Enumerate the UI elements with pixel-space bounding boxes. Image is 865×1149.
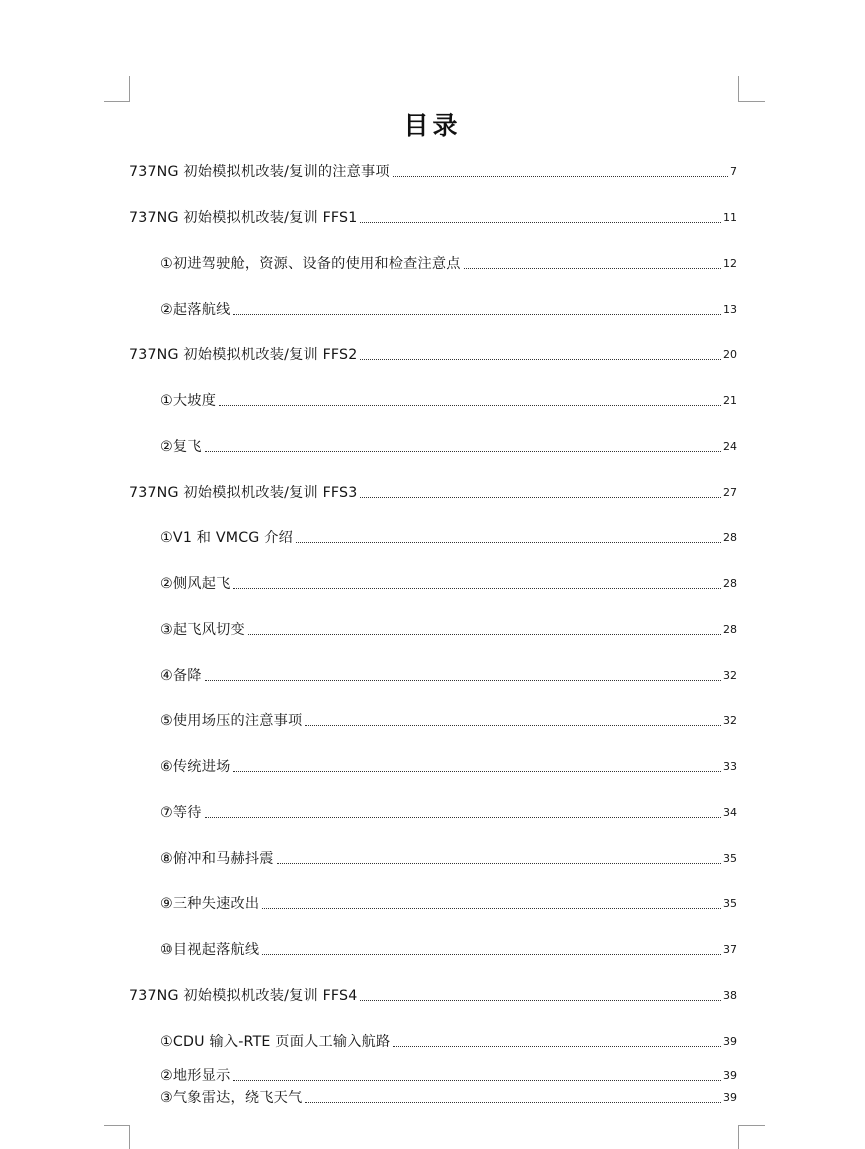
toc-entry-title: ③起飞风切变: [160, 622, 245, 638]
toc-page-number: 11: [723, 210, 737, 224]
toc-dot-leader: [393, 176, 728, 177]
toc-dot-leader: [277, 863, 721, 864]
toc-dot-leader: [393, 1046, 721, 1047]
toc-entry-title: 737NG 初始模拟机改装/复训 FFS2: [129, 347, 358, 363]
toc-entry-title: ②侧风起飞: [160, 576, 231, 592]
toc-page-number: 35: [723, 851, 737, 865]
toc-dot-leader: [205, 817, 721, 818]
toc-entry-title: ⑧俯冲和马赫抖震: [160, 851, 274, 867]
toc-entry-title: ②地形显示: [160, 1068, 231, 1084]
toc-entry-title: ③气象雷达，绕飞天气: [160, 1090, 303, 1106]
toc-entry[interactable]: [0, 252, 865, 274]
toc-dot-leader: [305, 1102, 721, 1103]
crop-mark-top-right-h: [738, 101, 765, 102]
toc-page-number: 12: [723, 256, 737, 270]
toc-dot-leader: [464, 268, 721, 269]
toc-entry-title: ⑤使用场压的注意事项: [160, 713, 303, 729]
toc-entry[interactable]: [0, 298, 865, 320]
toc-entry-title: ⑥传统进场: [160, 759, 231, 775]
toc-entry[interactable]: [0, 481, 865, 503]
crop-mark-top-left-h: [104, 101, 130, 102]
toc-entry[interactable]: [0, 801, 865, 823]
toc-page-number: 39: [723, 1090, 737, 1104]
toc-dot-leader: [305, 725, 721, 726]
toc-page-number: 39: [723, 1034, 737, 1048]
toc-dot-leader: [296, 542, 721, 543]
toc-entry-title: ⑦等待: [160, 805, 202, 821]
toc-entry[interactable]: [0, 892, 865, 914]
toc-entry-title: ①初进驾驶舱，资源、设备的使用和检查注意点: [160, 256, 461, 272]
toc-page-number: 37: [723, 942, 737, 956]
crop-mark-top-left-v: [129, 76, 130, 102]
toc-entry[interactable]: [0, 755, 865, 777]
toc-page-number: 24: [723, 439, 737, 453]
toc-page-number: 35: [723, 896, 737, 910]
toc-page-number: 21: [723, 393, 737, 407]
toc-entry-title: ⑨三种失速改出: [160, 896, 260, 912]
toc-page-number: 13: [723, 302, 737, 316]
toc-page-number: 34: [723, 805, 737, 819]
toc-dot-leader: [233, 771, 721, 772]
toc-page-number: 28: [723, 622, 737, 636]
toc-entry[interactable]: [0, 1064, 865, 1086]
toc-dot-leader: [262, 908, 721, 909]
toc-page-number: 33: [723, 759, 737, 773]
toc-title: 目录: [403, 111, 462, 140]
toc-entry[interactable]: [0, 206, 865, 228]
toc-page-number: 20: [723, 347, 737, 361]
toc-entry[interactable]: [0, 160, 865, 182]
toc-dot-leader: [360, 497, 721, 498]
toc-entry-title: ①大坡度: [160, 393, 217, 409]
toc-dot-leader: [262, 954, 721, 955]
crop-mark-bottom-left-v: [129, 1125, 130, 1149]
toc-entry-title: ②复飞: [160, 439, 202, 455]
toc-entry[interactable]: [0, 389, 865, 411]
toc-entry-title: ④备降: [160, 668, 202, 684]
toc-dot-leader: [233, 588, 721, 589]
crop-mark-bottom-right-v: [738, 1125, 739, 1149]
toc-page-number: 32: [723, 713, 737, 727]
toc-page-number: 28: [723, 576, 737, 590]
toc-entry-title: 737NG 初始模拟机改装/复训 FFS4: [129, 988, 358, 1004]
toc-entry-title: 737NG 初始模拟机改装/复训的注意事项: [129, 164, 390, 180]
toc-entry-title: ②起落航线: [160, 302, 231, 318]
toc-dot-leader: [233, 314, 721, 315]
toc-dot-leader: [219, 405, 721, 406]
toc-page-number: 38: [723, 988, 737, 1002]
crop-mark-top-right-v: [738, 76, 739, 102]
toc-entry[interactable]: [0, 1086, 865, 1108]
toc-dot-leader: [233, 1080, 721, 1081]
crop-mark-bottom-left-h: [104, 1125, 130, 1126]
toc-entry[interactable]: [0, 847, 865, 869]
toc-entry[interactable]: [0, 343, 865, 365]
toc-entry[interactable]: [0, 984, 865, 1006]
toc-dot-leader: [205, 451, 721, 452]
toc-entry-title: ⑩目视起落航线: [160, 942, 260, 958]
toc-page-number: 32: [723, 668, 737, 682]
toc-page-number: 7: [730, 164, 737, 178]
toc-dot-leader: [360, 359, 721, 360]
toc-entry[interactable]: [0, 618, 865, 640]
toc-entry-title: ①CDU 输入-RTE 页面人工输入航路: [160, 1034, 391, 1050]
toc-dot-leader: [205, 680, 721, 681]
toc-entry-title: ①V1 和 VMCG 介绍: [160, 530, 293, 546]
toc-entry[interactable]: [0, 526, 865, 548]
toc-entry[interactable]: [0, 709, 865, 731]
toc-page-number: 39: [723, 1068, 737, 1082]
toc-entry[interactable]: [0, 664, 865, 686]
toc-entry[interactable]: [0, 938, 865, 960]
toc-dot-leader: [360, 1000, 721, 1001]
toc-entry[interactable]: [0, 435, 865, 457]
toc-page-number: 27: [723, 485, 737, 499]
toc-entry[interactable]: [0, 572, 865, 594]
toc-dot-leader: [248, 634, 721, 635]
toc-entry-title: 737NG 初始模拟机改装/复训 FFS1: [129, 210, 358, 226]
crop-mark-bottom-right-h: [738, 1125, 765, 1126]
toc-entry-title: 737NG 初始模拟机改装/复训 FFS3: [129, 485, 358, 501]
toc-entry[interactable]: [0, 1030, 865, 1052]
toc-dot-leader: [360, 222, 721, 223]
toc-page-number: 28: [723, 530, 737, 544]
